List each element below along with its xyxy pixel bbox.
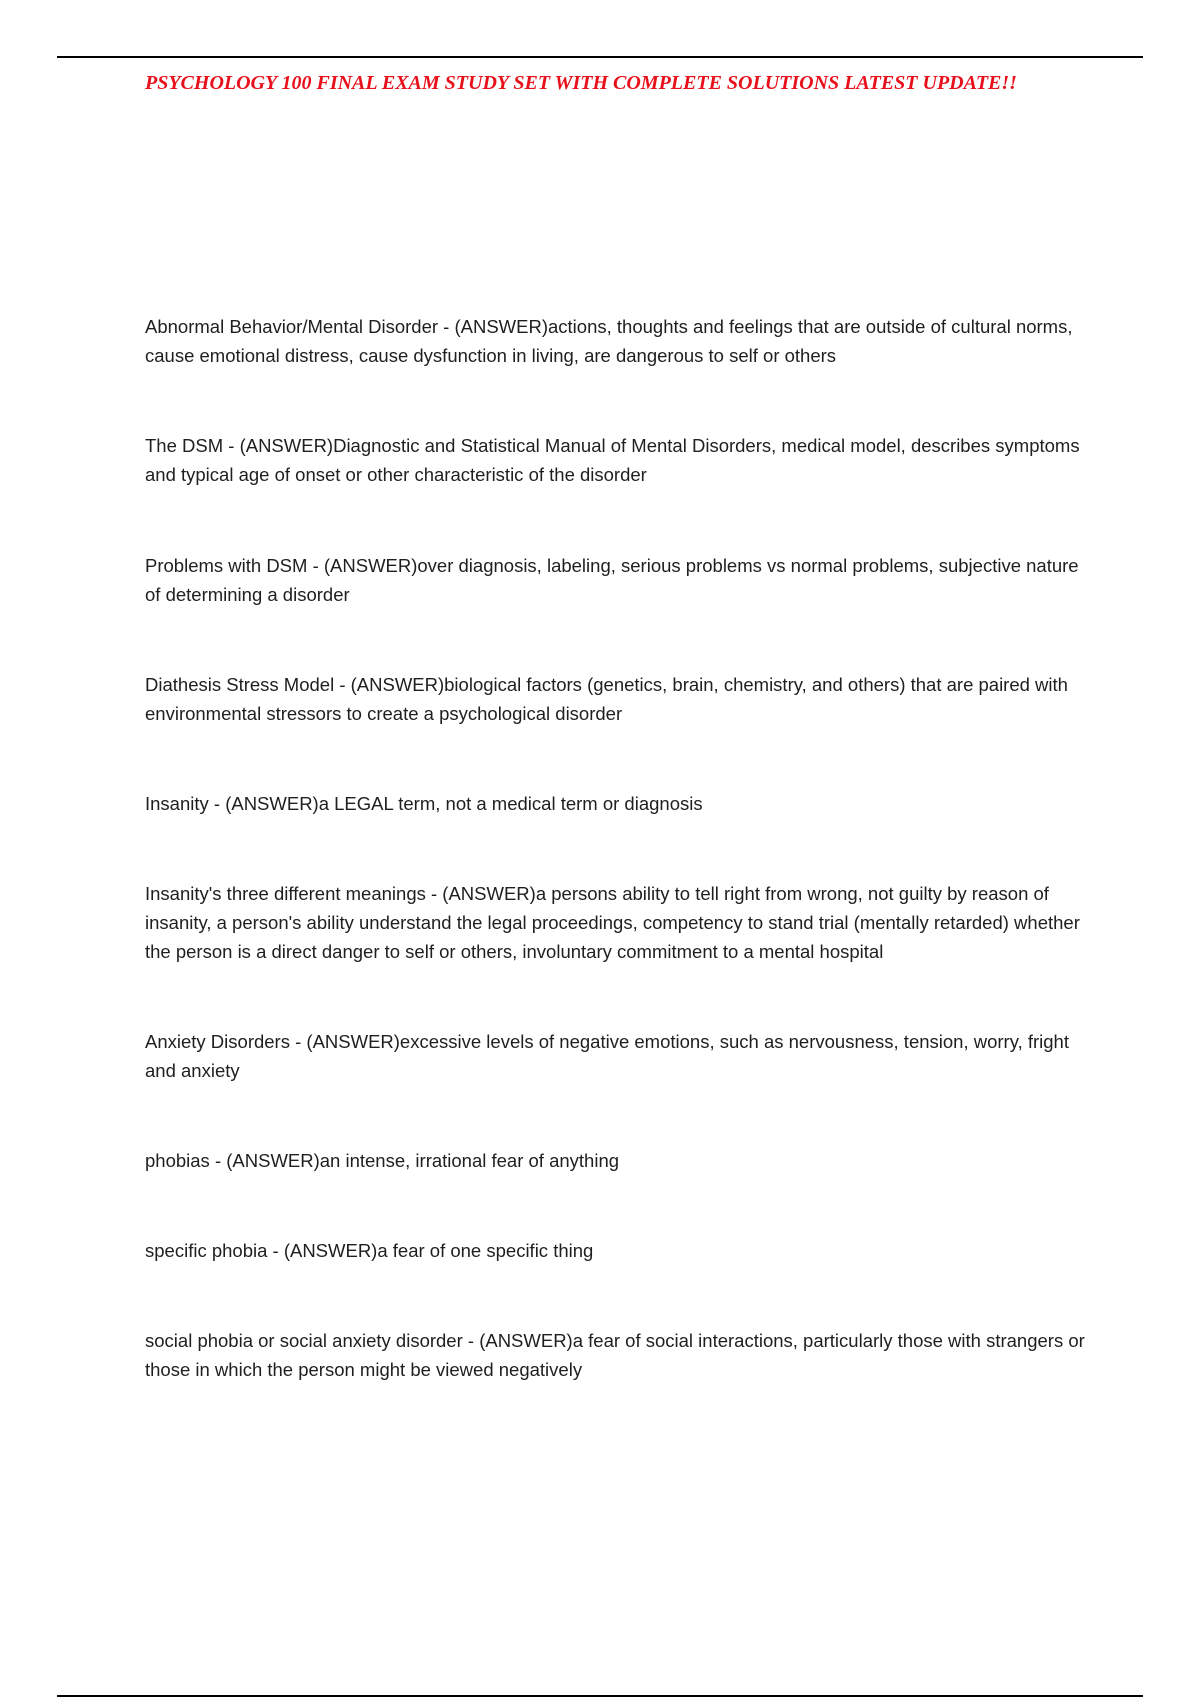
top-rule [57,56,1143,58]
entry-anxiety-disorders: Anxiety Disorders - (ANSWER)excessive levels of negative emotions, such as nervousness, tension, worry, fright and anxiety [145,1031,1069,1081]
entry-insanity-meanings: Insanity's three different meanings - (ANSWER)a persons ability to tell right from wrong, not guilty by reason of insanity, a person's ability understand the legal proceedings, competency to stand trial (mentally retarded) whether the person is a direct danger to self or others, involuntary commitment to a mental hospital [145,883,1080,962]
document-title: PSYCHOLOGY 100 FINAL EXAM STUDY SET WITH COMPLETE SOLUTIONS LATEST UPDATE!! [145,72,1017,94]
entry-the-dsm: The DSM - (ANSWER)Diagnostic and Statistical Manual of Mental Disorders, medical model, describes symptoms and typical age of onset or other characteristic of the disorder [145,435,1080,485]
entry-insanity: Insanity - (ANSWER)a LEGAL term, not a medical term or diagnosis [145,793,703,814]
entry-phobias: phobias - (ANSWER)an intense, irrational fear of anything [145,1150,620,1171]
entry-diathesis-stress-model: Diathesis Stress Model - (ANSWER)biological factors (genetics, brain, chemistry, and others) that are paired with environmental stressors to create a psychological disorder [145,674,1068,724]
entry-social-phobia: social phobia or social anxiety disorder - (ANSWER)a fear of social interactions, particularly those with strangers or those in which the person might be viewed negatively [145,1330,1085,1380]
entry-problems-with-dsm: Problems with DSM - (ANSWER)over diagnosis, labeling, serious problems vs normal problems, subjective nature of determining a disorder [145,555,1079,605]
entry-abnormal-behavior: Abnormal Behavior/Mental Disorder - (ANSWER)actions, thoughts and feelings that are outside of cultural norms, cause emotional distress, cause dysfunction in living, are dangerous to self or others [145,316,1073,366]
study-entries [145,312,1095,1384]
entry-specific-phobia: specific phobia - (ANSWER)a fear of one specific thing [145,1240,594,1261]
bottom-rule [57,1695,1143,1697]
